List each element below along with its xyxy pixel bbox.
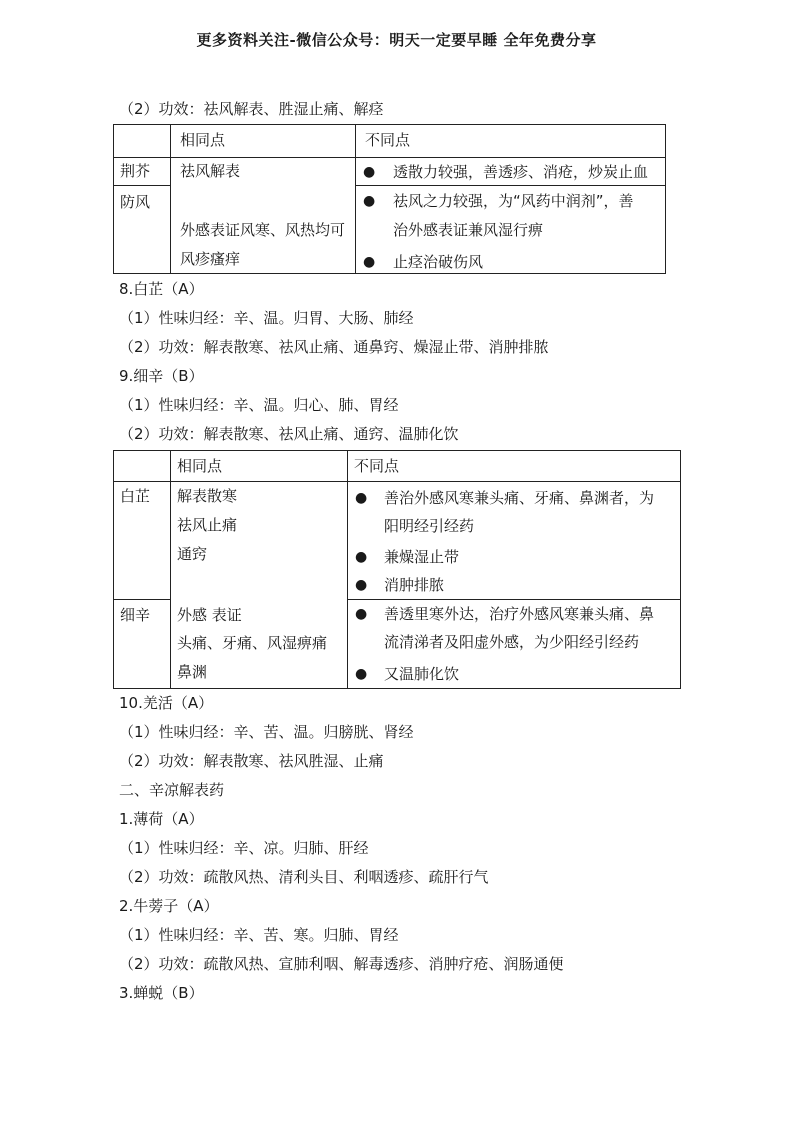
text-line: （1）性味归经：辛、苦、寒。归肺、胃经 <box>119 926 399 944</box>
bullet-icon: ● <box>355 549 368 565</box>
text-line: （1）性味归经：辛、凉。归肺、肝经 <box>119 839 369 857</box>
table-row-herb: 细辛 <box>120 606 151 624</box>
text-line: （2）功效：疏散风热、清利头目、利咽透疹、疏肝行气 <box>119 868 489 886</box>
bullet-icon: ● <box>363 254 376 270</box>
same-point: 风疹瘙痒 <box>180 250 241 268</box>
diff-point: 善治外感风寒兼头痛、牙痛、鼻渊者，为 <box>384 489 655 507</box>
table-row-herb: 白芷 <box>120 487 151 505</box>
table-header-diff: 不同点 <box>354 457 400 475</box>
diff-point: 透散力较强，善透疹、消疮，炒炭止血 <box>393 163 649 181</box>
diff-point: 祛风之力较强，为“风药中润剂”，善 <box>393 192 634 210</box>
comparison-table-jingjie-fangfeng <box>113 124 666 274</box>
same-point: 鼻渊 <box>177 663 208 681</box>
page-header: 更多资料关注-微信公众号：明天一定要早睡 全年免费分享 <box>196 31 597 49</box>
comparison-table-baizhi-xixin <box>113 450 681 689</box>
diff-point: 消肿排脓 <box>384 576 445 594</box>
bullet-icon: ● <box>355 606 368 622</box>
diff-point: 阳明经引经药 <box>384 517 475 535</box>
table-header-same: 相同点 <box>177 457 223 475</box>
bullet-icon: ● <box>363 193 376 209</box>
diff-point: 流清涕者及阳虚外感，为少阳经引经药 <box>384 633 640 651</box>
diff-point: 治外感表证兼风湿行痹 <box>393 221 544 239</box>
text-line: （2）功效：解表散寒、祛风止痛、通鼻窍、燥湿止带、消肿排脓 <box>119 338 549 356</box>
diff-point: 止痉治破伤风 <box>393 253 484 271</box>
text-line: 10.羌活（A） <box>119 694 214 712</box>
bullet-icon: ● <box>355 490 368 506</box>
text-line: （2）功效：解表散寒、祛风胜湿、止痛 <box>119 752 384 770</box>
same-point: 头痛、牙痛、风湿痹痛 <box>177 634 328 652</box>
text-line: 2.牛蒡子（A） <box>119 897 219 915</box>
table-row-herb: 荆芥 <box>120 162 151 180</box>
text-line: （2）功效：祛风解表、胜湿止痛、解痉 <box>119 100 384 118</box>
bullet-icon: ● <box>355 577 368 593</box>
diff-point: 善透里寒外达，治疗外感风寒兼头痛、鼻 <box>384 605 655 623</box>
table-header-diff: 不同点 <box>365 131 411 149</box>
text-line: 1.薄荷（A） <box>119 810 204 828</box>
same-point: 外感 表证 <box>177 606 242 624</box>
text-line: 3.蝉蜕（B） <box>119 984 204 1002</box>
text-line: （2）功效：疏散风热、宣肺利咽、解毒透疹、消肿疗疮、润肠通便 <box>119 955 564 973</box>
bullet-icon: ● <box>363 164 376 180</box>
diff-point: 又温肺化饮 <box>384 665 460 683</box>
text-line: （2）功效：解表散寒、祛风止痛、通窍、温肺化饮 <box>119 425 459 443</box>
same-point: 外感表证风寒、风热均可 <box>180 221 346 239</box>
bullet-icon: ● <box>355 666 368 682</box>
same-point: 解表散寒 <box>177 487 238 505</box>
same-point: 祛风止痛 <box>177 516 238 534</box>
table-row-herb: 防风 <box>120 193 151 211</box>
section-heading: 二、辛凉解表药 <box>119 781 225 799</box>
diff-point: 兼燥湿止带 <box>384 548 460 566</box>
text-line: （1）性味归经：辛、温。归胃、大肠、肺经 <box>119 309 414 327</box>
text-line: 8.白芷（A） <box>119 280 204 298</box>
same-point: 祛风解表 <box>180 162 241 180</box>
text-line: 9.细辛（B） <box>119 367 204 385</box>
same-point: 通窍 <box>177 545 208 563</box>
text-line: （1）性味归经：辛、温。归心、肺、胃经 <box>119 396 399 414</box>
table-header-same: 相同点 <box>180 131 226 149</box>
text-line: （1）性味归经：辛、苦、温。归膀胱、肾经 <box>119 723 414 741</box>
